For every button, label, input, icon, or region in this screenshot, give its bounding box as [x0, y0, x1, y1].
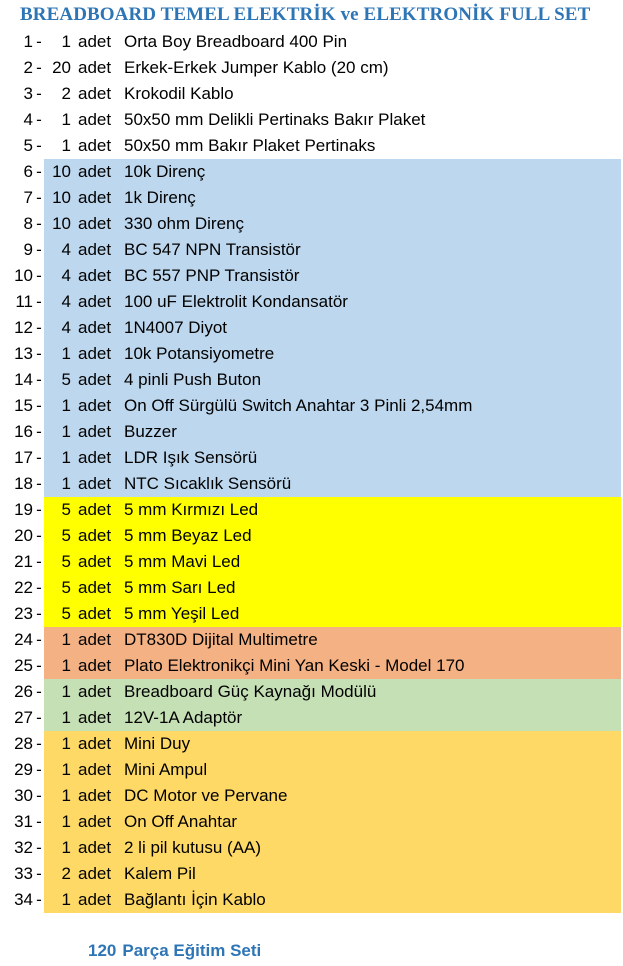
item-number: 22 [14, 578, 33, 597]
item-quantity: 2 [61, 864, 71, 883]
item-separator: - [36, 890, 42, 909]
item-name: 5 mm Sarı Led [124, 578, 236, 597]
item-quantity: 1 [61, 344, 71, 363]
item-separator: - [36, 318, 42, 337]
item-quantity: 1 [61, 474, 71, 493]
item-name: On Off Anahtar [124, 812, 238, 831]
item-unit: adet [78, 266, 112, 285]
item-number: 12 [14, 318, 33, 337]
item-number: 18 [14, 474, 33, 493]
item-name: 100 uF Elektrolit Kondansatör [124, 292, 348, 311]
item-separator: - [36, 604, 42, 623]
item-name: Bağlantı İçin Kablo [124, 890, 266, 909]
item-name: Breadboard Güç Kaynağı Modülü [124, 682, 377, 701]
list-item [0, 263, 623, 289]
item-quantity: 1 [61, 396, 71, 415]
item-name: Mini Duy [124, 734, 191, 753]
item-unit: adet [78, 136, 112, 155]
item-quantity: 5 [61, 578, 71, 597]
item-separator: - [36, 370, 42, 389]
list-item [0, 393, 623, 419]
list-item [0, 237, 623, 263]
item-unit: adet [78, 526, 112, 545]
list-item [0, 523, 623, 549]
item-quantity: 1 [61, 630, 71, 649]
item-name: Plato Elektronikçi Mini Yan Keski - Model 170 [124, 656, 465, 675]
item-separator: - [36, 708, 42, 727]
item-unit: adet [78, 370, 112, 389]
list-item [0, 861, 623, 887]
item-quantity: 5 [61, 500, 71, 519]
item-name: Kalem Pil [124, 864, 196, 883]
item-number: 21 [14, 552, 33, 571]
item-quantity: 20 [52, 58, 71, 77]
list-item [0, 341, 623, 367]
item-unit: adet [78, 110, 112, 129]
item-separator: - [36, 526, 42, 545]
list-item [0, 809, 623, 835]
list-item [0, 367, 623, 393]
list-item [0, 133, 623, 159]
item-separator: - [36, 812, 42, 831]
list-item [0, 445, 623, 471]
item-quantity: 1 [61, 760, 71, 779]
item-quantity: 2 [61, 84, 71, 103]
item-name: 1N4007 Diyot [124, 318, 228, 337]
item-quantity: 1 [61, 656, 71, 675]
item-unit: adet [78, 240, 112, 259]
item-number: 2 [23, 58, 33, 77]
item-number: 6 [23, 162, 33, 181]
item-number: 10 [14, 266, 33, 285]
list-item [0, 887, 623, 913]
item-number: 30 [14, 786, 33, 805]
list-item [0, 81, 623, 107]
item-unit: adet [78, 604, 112, 623]
item-number: 19 [14, 500, 33, 519]
item-unit: adet [78, 864, 112, 883]
item-unit: adet [78, 448, 112, 467]
item-separator: - [36, 578, 42, 597]
item-number: 5 [23, 136, 33, 155]
item-quantity: 10 [52, 188, 71, 207]
item-name: 1k Direnç [124, 188, 196, 207]
item-quantity: 10 [52, 214, 71, 233]
item-name: NTC Sıcaklık Sensörü [124, 474, 292, 493]
item-quantity: 5 [61, 552, 71, 571]
item-separator: - [36, 84, 42, 103]
item-quantity: 5 [61, 370, 71, 389]
item-separator: - [36, 864, 42, 883]
item-unit: adet [78, 682, 112, 701]
item-number: 11 [15, 292, 33, 311]
list-item [0, 705, 623, 731]
item-number: 32 [14, 838, 33, 857]
item-unit: adet [78, 786, 112, 805]
item-number: 13 [14, 344, 33, 363]
item-quantity: 1 [61, 110, 71, 129]
item-number: 14 [14, 370, 33, 389]
item-name: DC Motor ve Pervane [124, 786, 288, 805]
list-item [0, 679, 623, 705]
item-separator: - [36, 292, 42, 311]
item-separator: - [36, 188, 42, 207]
item-name: Mini Ampul [124, 760, 208, 779]
item-quantity: 4 [61, 240, 71, 259]
item-unit: adet [78, 188, 112, 207]
item-separator: - [36, 474, 42, 493]
item-number: 17 [14, 448, 33, 467]
item-name: Erkek-Erkek Jumper Kablo (20 cm) [124, 58, 389, 77]
item-name: 50x50 mm Delikli Pertinaks Bakır Plaket [124, 110, 426, 129]
item-name: 50x50 mm Bakır Plaket Pertinaks [124, 136, 376, 155]
item-separator: - [36, 344, 42, 363]
item-number: 1 [23, 32, 33, 51]
list-item [0, 29, 623, 55]
item-name: DT830D Dijital Multimetre [124, 630, 318, 649]
list-item [0, 185, 623, 211]
item-number: 24 [14, 630, 33, 649]
item-separator: - [36, 266, 42, 285]
item-quantity: 5 [61, 526, 71, 545]
item-separator: - [36, 448, 42, 467]
item-separator: - [36, 162, 42, 181]
item-number: 25 [14, 656, 33, 675]
item-separator: - [36, 214, 42, 233]
item-name: 4 pinli Push Buton [124, 370, 262, 389]
list-item [0, 159, 623, 185]
footer-summary [88, 941, 261, 961]
item-quantity: 1 [61, 734, 71, 753]
list-item [0, 211, 623, 237]
list-item [0, 55, 623, 81]
item-unit: adet [78, 656, 112, 675]
item-separator: - [36, 32, 42, 51]
item-name: 330 ohm Direnç [124, 214, 245, 233]
list-item [0, 653, 623, 679]
item-quantity: 1 [61, 136, 71, 155]
list-item [0, 627, 623, 653]
item-unit: adet [78, 292, 112, 311]
item-number: 3 [23, 84, 33, 103]
item-name: 5 mm Mavi Led [124, 552, 241, 571]
item-separator: - [36, 682, 42, 701]
item-unit: adet [78, 32, 112, 51]
item-separator: - [36, 110, 42, 129]
item-unit: adet [78, 162, 112, 181]
item-separator: - [36, 838, 42, 857]
item-quantity: 1 [61, 682, 71, 701]
item-unit: adet [78, 812, 112, 831]
list-item [0, 419, 623, 445]
list-item [0, 757, 623, 783]
item-number: 23 [14, 604, 33, 623]
item-number: 16 [14, 422, 33, 441]
item-separator: - [36, 396, 42, 415]
item-separator: - [36, 422, 42, 441]
item-unit: adet [78, 630, 112, 649]
item-unit: adet [78, 838, 112, 857]
page-title: BREADBOARD TEMEL ELEKTRİK ve ELEKTRONİK FULL SET [20, 4, 591, 25]
item-quantity: 1 [61, 422, 71, 441]
item-unit: adet [78, 58, 112, 77]
item-quantity: 1 [61, 812, 71, 831]
item-number: 8 [23, 214, 33, 233]
item-number: 31 [14, 812, 33, 831]
parts-list [0, 29, 623, 913]
list-item [0, 497, 623, 523]
item-name: Krokodil Kablo [124, 84, 234, 103]
item-separator: - [36, 656, 42, 675]
item-unit: adet [78, 422, 112, 441]
item-number: 20 [14, 526, 33, 545]
item-number: 29 [14, 760, 33, 779]
item-number: 15 [14, 396, 33, 415]
item-unit: adet [78, 760, 112, 779]
item-unit: adet [78, 344, 112, 363]
item-unit: adet [78, 552, 112, 571]
item-number: 27 [14, 708, 33, 727]
item-separator: - [36, 552, 42, 571]
item-quantity: 1 [61, 786, 71, 805]
item-separator: - [36, 136, 42, 155]
item-name: 5 mm Yeşil Led [124, 604, 240, 623]
item-name: 12V-1A Adaptör [124, 708, 243, 727]
item-unit: adet [78, 734, 112, 753]
item-unit: adet [78, 578, 112, 597]
item-name: Orta Boy Breadboard 400 Pin [124, 32, 348, 51]
item-quantity: 4 [61, 292, 71, 311]
item-separator: - [36, 240, 42, 259]
item-unit: adet [78, 84, 112, 103]
item-number: 34 [14, 890, 33, 909]
item-separator: - [36, 500, 42, 519]
list-item [0, 107, 623, 133]
item-number: 33 [14, 864, 33, 883]
item-quantity: 1 [61, 448, 71, 467]
item-number: 4 [23, 110, 33, 129]
item-name: LDR Işık Sensörü [124, 448, 258, 467]
list-item [0, 783, 623, 809]
item-separator: - [36, 734, 42, 753]
item-separator: - [36, 760, 42, 779]
item-unit: adet [78, 708, 112, 727]
footer-label: Parça Eğitim Seti [122, 941, 262, 960]
item-number: 26 [14, 682, 33, 701]
item-name: 5 mm Kırmızı Led [124, 500, 259, 519]
list-item [0, 471, 623, 497]
item-name: BC 547 NPN Transistör [124, 240, 301, 259]
item-name: Buzzer [124, 422, 177, 441]
item-name: 10k Potansiyometre [124, 344, 275, 363]
item-quantity: 1 [61, 838, 71, 857]
item-name: 10k Direnç [124, 162, 206, 181]
item-quantity: 4 [61, 318, 71, 337]
item-unit: adet [78, 474, 112, 493]
item-quantity: 1 [61, 890, 71, 909]
item-quantity: 10 [52, 162, 71, 181]
item-unit: adet [78, 214, 112, 233]
item-number: 7 [23, 188, 33, 207]
item-number: 9 [23, 240, 33, 259]
item-name: 5 mm Beyaz Led [124, 526, 252, 545]
item-quantity: 5 [61, 604, 71, 623]
item-name: On Off Sürgülü Switch Anahtar 3 Pinli 2,54mm [124, 396, 473, 415]
item-name: BC 557 PNP Transistör [124, 266, 300, 285]
list-item [0, 289, 623, 315]
item-quantity: 1 [61, 708, 71, 727]
item-number: 28 [14, 734, 33, 753]
item-unit: adet [78, 890, 112, 909]
item-separator: - [36, 58, 42, 77]
footer-total-count: 120 [88, 941, 117, 960]
list-item [0, 601, 623, 627]
item-separator: - [36, 630, 42, 649]
list-item [0, 575, 623, 601]
list-item [0, 315, 623, 341]
item-unit: adet [78, 318, 112, 337]
item-name: 2 li pil kutusu (AA) [124, 838, 261, 857]
item-unit: adet [78, 396, 112, 415]
item-quantity: 4 [61, 266, 71, 285]
item-unit: adet [78, 500, 112, 519]
list-item [0, 835, 623, 861]
item-quantity: 1 [61, 32, 71, 51]
list-item [0, 549, 623, 575]
item-separator: - [36, 786, 42, 805]
list-item [0, 731, 623, 757]
